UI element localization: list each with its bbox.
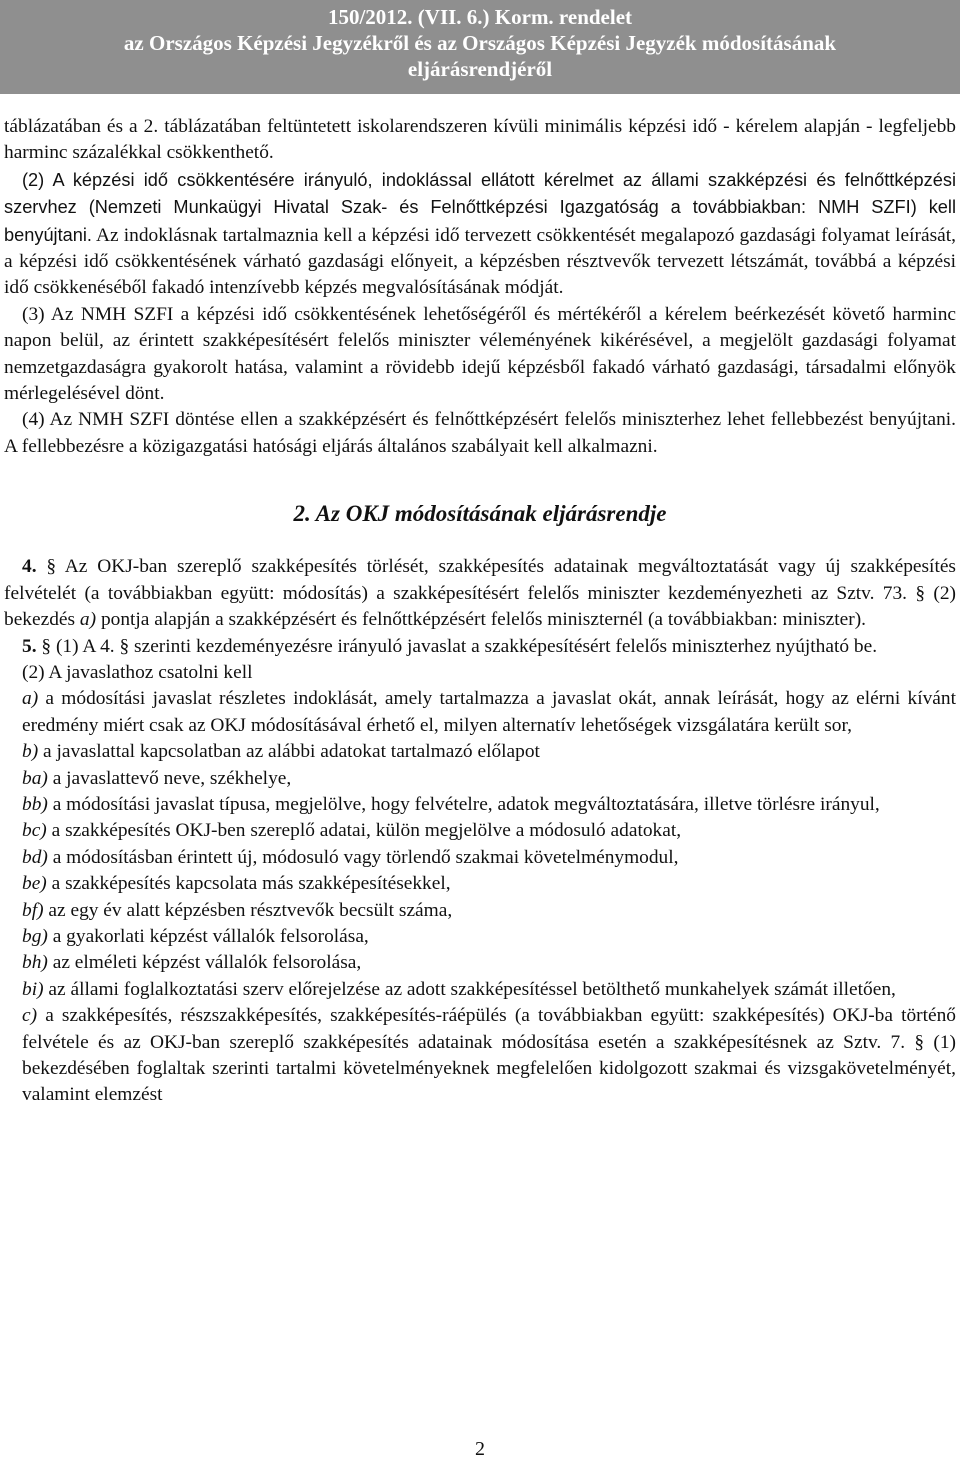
paragraph-3: (3) Az NMH SZFI a képzési idő csökkentésének lehetőségéről és mértékéről a kérelem beérkezését követő harminc napon belül, az érintett szakképesítésért felelős miniszter véleményének kikérésével, a megjelölt gazdasági folyamat nemzetgazdaságra gyakorolt hatása, valamint a rövidebb idejű képzésből fakadó várható gazdasági, társadalmi előnyök mérlegelésével dönt. — [4, 303, 956, 405]
list-item — [4, 818, 956, 844]
page-number: 2 — [475, 1438, 485, 1460]
section-title: 2. Az OKJ módosításának eljárásrendje — [293, 501, 667, 527]
section-4-text-b: pontja alapján a szakképzésért és felnőttképzésért felelős miniszternél (a továbbiakban: miniszter). — [100, 609, 867, 631]
list-item — [4, 686, 956, 739]
list-item — [4, 1003, 956, 1109]
list-item — [4, 871, 956, 897]
list-item-label: bc) — [22, 820, 47, 842]
list-item-label: bg) — [22, 925, 48, 947]
list-item — [4, 845, 956, 871]
list-item-label: bd) — [22, 846, 48, 868]
header-line-3: eljárásrendjéről — [407, 57, 553, 81]
attachment-list — [4, 686, 956, 1109]
document-body — [0, 114, 960, 1109]
section-4-italic-ref: a) — [79, 609, 97, 631]
section-5-text: § (1) A 4. § szerinti kezdeményezésre irányuló javaslat a szakképesítésért felelős miniszterhez nyújtható be. — [41, 635, 878, 657]
section-4 — [4, 554, 956, 633]
list-item-text: a módosítási javaslat típusa, megjelölve, hogy felvételre, adatok megváltoztatására, illetve törlésre irányul, — [52, 793, 880, 815]
list-item-label: bf) — [22, 899, 44, 921]
list-item-text: a szakképesítés, részszakképesítés, szakképesítés-ráépülés (a továbbiakban együtt: szakképesítés) OKJ-ba történő felvétele és az OKJ-ban szereplő szakképesítés adatainak módosítása esetén a szakképesítésnek az Sztv. 7. § (1) bekezdésében foglaltak szerinti tartalmi követelményeknek megfelelően kidolgozott szakmai és vizsgakövetelményét, valamint elemzést — [22, 1005, 956, 1106]
section-5-number: 5. — [22, 635, 37, 657]
section-5 — [4, 634, 956, 660]
section-4-text-a: § Az OKJ-ban szereplő szakképesítés törlését, szakképesítés adatainak megváltoztatását vagy új szakképesítés felvételét (a továbbiakban együtt: módosítás) a szakképesítésért felelős miniszter kezdeményezheti az Sztv. 73. § (2) bekezdés — [4, 556, 956, 631]
list-item-text: a gyakorlati képzést vállalók felsorolása, — [52, 925, 369, 947]
list-item — [4, 898, 956, 924]
section-5-paragraph-2: (2) A javaslathoz csatolni kell — [22, 661, 253, 683]
list-item — [4, 977, 956, 1003]
list-item-label: bh) — [22, 952, 48, 974]
list-item-text: a módosítási javaslat részletes indoklását, amely tartalmazza a javaslat okát, annak leírását, hogy az elérni kívánt eredmény miért csak az OKJ módosításával érhető el, milyen alternatív lehetőségek vizsgálatára került sor, — [22, 688, 956, 736]
page-header — [0, 0, 960, 94]
list-item-text: a javaslattevő neve, székhelye, — [52, 767, 292, 789]
list-item-label: bb) — [22, 793, 48, 815]
paragraph-4: (4) Az NMH SZFI döntése ellen a szakképzésért és felnőttképzésért felelős miniszterhez lehet fellebbezést benyújtani. A fellebbezésre a közigazgatási hatósági eljárás általános szabályait kell alkalmazni. — [4, 409, 956, 457]
list-item-text: az egy év alatt képzésben résztvevők becsült száma, — [48, 899, 453, 921]
list-item — [4, 792, 956, 818]
list-item-label: ba) — [22, 767, 48, 789]
list-item-label: b) — [22, 741, 39, 763]
list-item-label: be) — [22, 873, 47, 895]
list-item-label: bi) — [22, 978, 44, 1000]
paragraph-2 — [4, 167, 956, 302]
paragraph-2-part-a: (2) A képzési idő csökkentésére irányuló, indoklással ellátott kérelmet az állami szakképzési és felnőttképzési szervhez (Nemzeti Munkaügyi Hivatal Szak- és Felnőttképzési Igazgatóság a továbbiakban: NMH SZFI) kell benyújtani. — [4, 169, 956, 245]
paragraph-continuation: táblázatában és a 2. táblázatában feltüntetett iskolarendszeren kívüli minimális képzési idő - kérelem alapján - legfeljebb harminc százalékkal csökkenthető. — [4, 116, 956, 164]
list-item — [4, 924, 956, 950]
list-item-text: a szakképesítés kapcsolata más szakképesítésekkel, — [51, 873, 451, 895]
list-item-text: az elméleti képzést vállalók felsorolása, — [52, 952, 362, 974]
section-4-number: 4. — [22, 556, 37, 578]
list-item-label: c) — [22, 1005, 38, 1027]
list-item — [4, 950, 956, 976]
list-item — [4, 739, 956, 765]
list-item — [4, 766, 956, 792]
header-line-2: az Országos Képzési Jegyzékről és az Országos Képzési Jegyzék módosításának — [123, 31, 837, 55]
list-item-text: a javaslattal kapcsolatban az alábbi adatokat tartalmazó előlapot — [43, 741, 540, 763]
list-item-text: a szakképesítés OKJ-ben szereplő adatai, külön megjelölve a módosuló adatokat, — [51, 820, 682, 842]
list-item-label: a) — [22, 688, 39, 710]
list-item-text: a módosításban érintett új, módosuló vagy törlendő szakmai követelménymodul, — [52, 846, 679, 868]
header-line-1: 150/2012. (VII. 6.) Korm. rendelet — [327, 5, 633, 29]
paragraph-2-part-b: Az indoklásnak tartalmaznia kell a képzési idő tervezett csökkentését megalapozó gazdasági folyamat leírását, a képzési idő csökkentésének várható gazdasági előnyeit, a képzésben résztvevők tervezett létszámát, továbbá a képzési idő csökkenéséből fakadó intenzívebb képzés megvalósításának módját. — [4, 224, 956, 299]
list-item-text: az állami foglalkoztatási szerv előrejelzése az adott szakképesítéssel betölthető munkahelyek számát illetően, — [48, 978, 896, 1000]
